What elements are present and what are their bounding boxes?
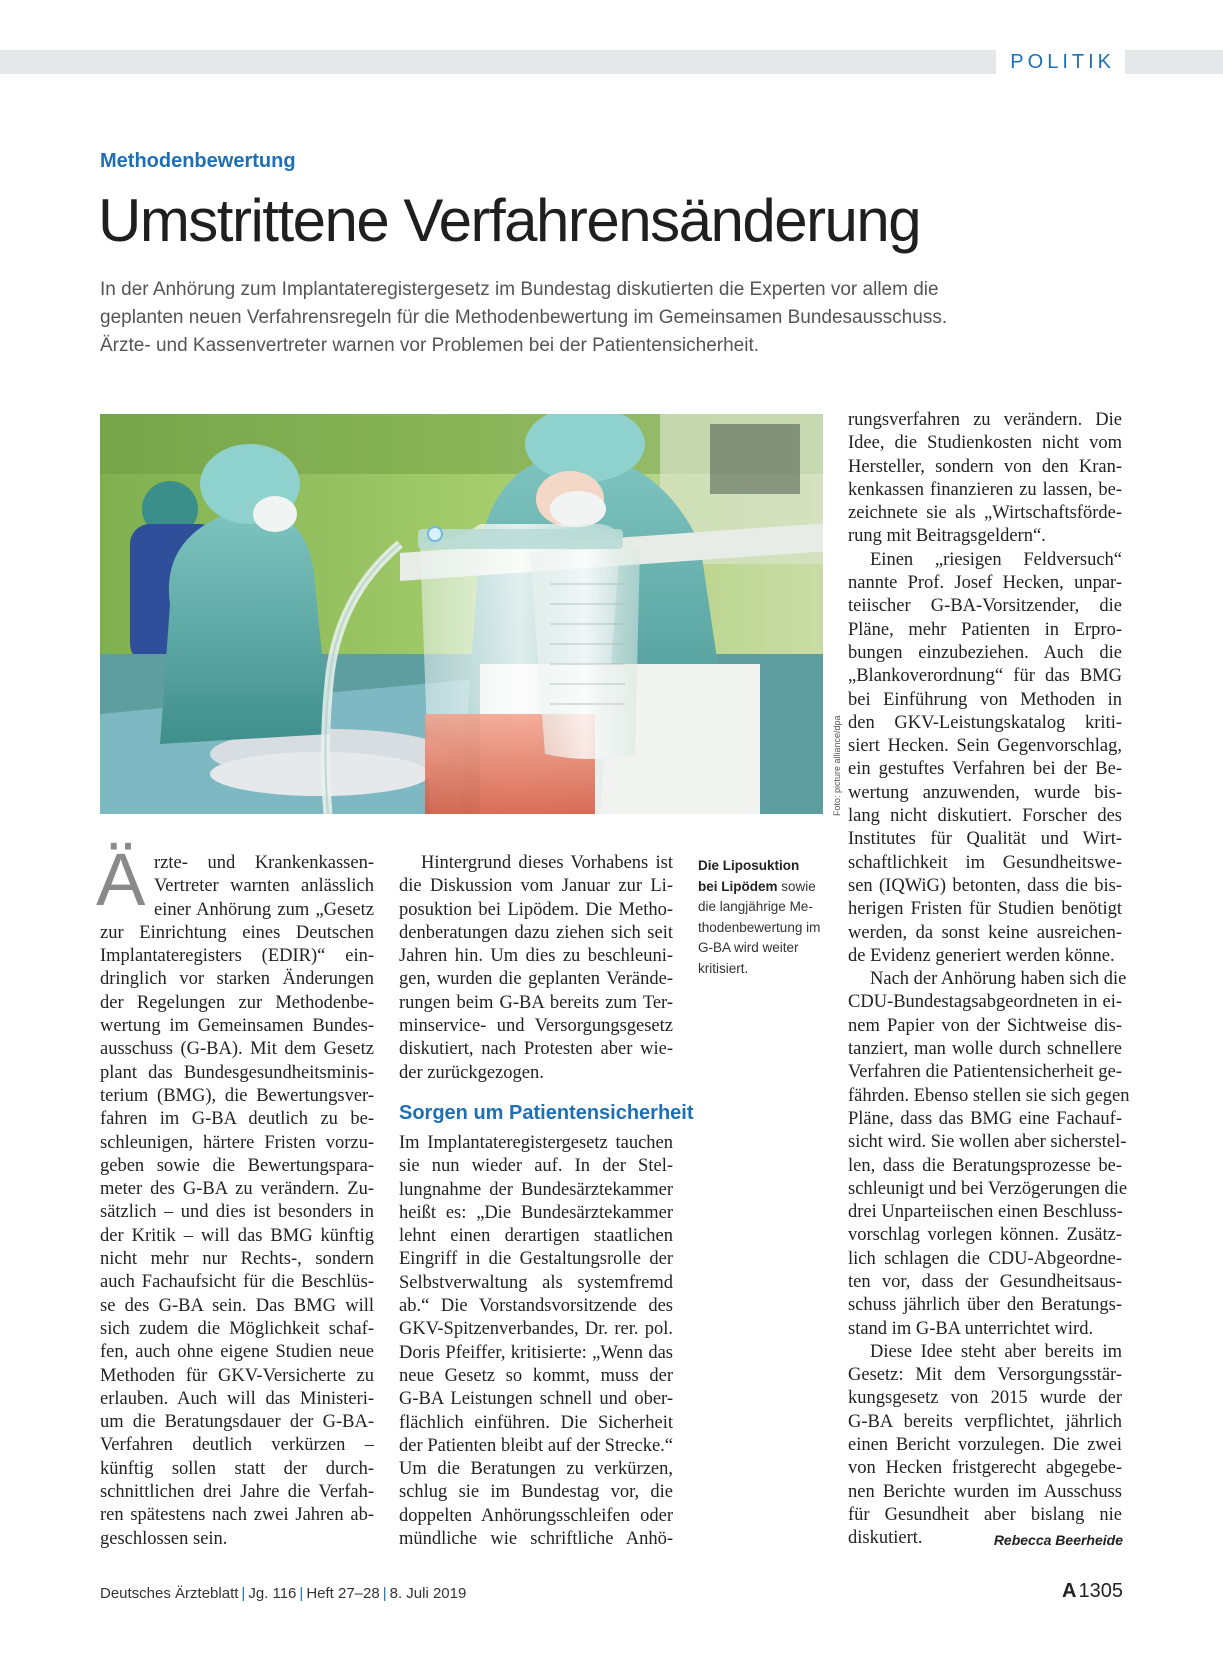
caption-line: G-BA wird weiter	[698, 940, 799, 955]
text-line: einer Anhörung zum „Gesetz	[154, 899, 374, 920]
text-line: kenkassen finanzieren zu lassen, be-	[848, 479, 1122, 500]
text-line: ein gestuftes Verfahren bei der Be-	[848, 759, 1122, 780]
author-name: Rebecca Beerheide	[993, 1532, 1123, 1548]
text-line: schuss jährlich über den Beratungs-	[848, 1295, 1122, 1316]
text-line: schleunigen, härtere Fristen vorzu-	[100, 1132, 374, 1153]
text-line: rung mit Beitragsgeldern“.	[848, 526, 1046, 547]
text-line: mündliche wie schriftliche Anhö-	[399, 1529, 673, 1550]
text-line: kungsgesetz von 2015 wurde der	[848, 1388, 1122, 1409]
text-line: Vertreter warnten anlässlich	[154, 876, 374, 897]
article-column-3	[848, 409, 1130, 1551]
caption-text: sowie	[777, 878, 816, 894]
text-line: „Blankoverordnung“ für das BMG	[848, 666, 1122, 687]
text-line: den GKV-Leistungskatalog kriti-	[848, 712, 1122, 733]
text-line: der zurückgezogen.	[399, 1062, 544, 1083]
photo-caption	[698, 856, 828, 979]
text-line: schaftlichkeit im Gesundheitswe-	[848, 852, 1122, 873]
text-line: vorschlag vorlegen können. Zusätz-	[848, 1225, 1122, 1246]
text-line: neue Gesetz so kommt, muss der	[399, 1365, 673, 1386]
page-number-value: 1305	[1078, 1580, 1123, 1602]
text-line: der Regelungen zur Methodenbe-	[100, 992, 374, 1013]
text-line: sie nun wieder auf. In der Stel-	[399, 1156, 673, 1177]
text-line: flächlich einführen. Die Sicherheit	[399, 1412, 673, 1433]
text-line: sen (IQWiG) betonten, dass die bis-	[848, 875, 1122, 896]
text-line: erlauben. Auch will das Ministeri-	[100, 1388, 374, 1409]
text-line: sätzlich – und dies ist besonders in	[100, 1202, 374, 1223]
text-line: Methoden für GKV-Versicherte zu	[100, 1365, 374, 1386]
text-line: G-BA bereits verpflichtet, jährlich	[848, 1411, 1122, 1432]
text-line: drei Unparteiischen einen Beschluss-	[848, 1202, 1123, 1223]
article-kicker: Methodenbewertung	[100, 150, 296, 172]
lead-line: geplanten neuen Verfahrensregeln für die Methodenbewertung im Gemeinsamen Bundesausschuss.	[100, 307, 948, 328]
text-line: Im Implantateregistergesetz tauchen	[399, 1132, 673, 1153]
text-line: Doris Pfeiffer, kritisierte: „Wenn das	[399, 1342, 673, 1363]
text-line: teiischer G-BA-Vorsitzender, die	[848, 596, 1122, 617]
drop-cap: Ä	[96, 838, 146, 921]
text-line: ausschuss (G-BA). Mit dem Gesetz	[100, 1039, 374, 1060]
text-line: Implantateregisters (EDIR)“ ein-	[100, 946, 374, 967]
text-line: fen, auch ohne eigene Studien neue	[100, 1342, 374, 1363]
lead-line: Ärzte- und Kassenvertreter warnen vor Problemen bei der Patientensicherheit.	[100, 335, 760, 356]
section-label: POLITIK	[996, 50, 1125, 74]
text-line: schleunigt und bei Verzögerungen die	[848, 1178, 1128, 1199]
text-line: fahren im G-BA deutlich zu be-	[100, 1109, 374, 1130]
text-line: GKV-Spitzenverbandes, Dr. rer. pol.	[399, 1319, 673, 1340]
caption-line: thodenbewertung im	[698, 919, 821, 935]
text-line: geschlossen sein.	[100, 1528, 228, 1549]
footer-separator: |	[241, 1585, 246, 1602]
text-line: nannte Prof. Josef Hecken, unpar-	[848, 573, 1122, 594]
text-line: terium (BMG), die Bewertungsver-	[100, 1085, 374, 1106]
text-line: rzte- und Krankenkassen-	[154, 853, 374, 873]
text-line: ren spätestens nach zwei Jahren ab-	[100, 1505, 374, 1526]
section-subhead: Sorgen um Patientensicherheit	[399, 1101, 694, 1124]
text-line: doppelten Anhörungsschleifen oder	[399, 1505, 673, 1526]
text-line: schnittlichen drei Jahre die Verfah-	[100, 1482, 374, 1503]
text-line: der Kritik – will das BMG künftig	[100, 1225, 374, 1246]
text-line: Pläne, dass das BMG eine Fachauf-	[848, 1108, 1122, 1129]
text-line: herigen Fristen für Studien benötigt	[848, 899, 1122, 920]
text-line: künftig sollen statt der durch-	[100, 1458, 374, 1479]
photo-credit	[826, 715, 842, 816]
text-line: nen Berichte wurden im Ausschuss	[848, 1481, 1122, 1502]
text-line: Gesetz: Mit dem Versorgungsstär-	[848, 1365, 1122, 1386]
text-line: plant das Bundesgesundheitsminis-	[100, 1062, 374, 1083]
text-line: bungen einzubeziehen. Auch die	[848, 642, 1122, 663]
photo-credit-text: Foto: picture alliance/dpa	[832, 715, 842, 816]
volume: Jg. 116	[248, 1585, 297, 1602]
text-line: Diese Idee steht aber bereits im	[870, 1341, 1122, 1362]
text-line: Nach der Anhörung haben sich die	[870, 969, 1127, 990]
text-line: Hintergrund dieses Vorhabens ist	[421, 853, 673, 873]
text-line: schlug sie im Bundestag vor, die	[399, 1482, 673, 1503]
text-line: Einen „riesigen Feldversuch“	[870, 549, 1122, 570]
text-line: tanziert, man wolle durch schnellere	[848, 1039, 1122, 1060]
text-line: einen Bericht vorzulegen. Die zwei	[848, 1435, 1122, 1456]
text-line: de Evidenz generiert werden könne.	[848, 945, 1115, 966]
text-line: Um die Beratungen zu verkürzen,	[399, 1459, 673, 1480]
article-headline: Umstrittene Verfahrensänderung	[98, 187, 921, 254]
text-line: rungen beim G-BA bereits zum Ter-	[399, 992, 673, 1013]
text-line: minservice- und Versorgungsgesetz	[399, 1016, 673, 1037]
text-line: nicht mehr nur Rechts-, sondern	[100, 1249, 374, 1270]
text-line: sicht wird. Sie wollen aber sicherstel-	[848, 1132, 1127, 1153]
page-prefix: A	[1062, 1580, 1077, 1602]
lead-line: In der Anhörung zum Implantateregistergesetz im Bundestag diskutierten die Experten vor allem die	[100, 279, 939, 300]
text-line: Idee, die Studienkosten nicht vom	[848, 433, 1122, 454]
text-line: stand im G-BA unterrichtet wird.	[848, 1318, 1094, 1339]
text-line: werden, da sonst keine ausreichen-	[848, 922, 1122, 943]
text-line: wertung im Gemeinsamen Bundes-	[100, 1016, 374, 1037]
text-line: Verfahren die Patientensicherheit ge-	[848, 1062, 1122, 1083]
text-line: der Patienten bleibt auf der Strecke.“	[399, 1435, 673, 1456]
text-line: um die Beratungsdauer der G-BA-	[100, 1412, 374, 1433]
page-number	[1062, 1580, 1123, 1603]
footer-separator: |	[382, 1585, 387, 1602]
text-line: zur Einrichtung eines Deutschen	[100, 922, 374, 943]
text-line: denberatungen dazu ziehen sich seit	[399, 922, 673, 943]
issue: Heft 27–28	[306, 1585, 380, 1602]
text-line: wertung anzuwenden, wurde bis-	[848, 782, 1122, 803]
text-line: Verfahren deutlich verkürzen –	[100, 1435, 374, 1456]
issue-date: 8. Juli 2019	[389, 1585, 467, 1602]
article-lead	[100, 276, 1000, 360]
text-line: dringlich vor starken Änderungen	[100, 969, 374, 990]
text-line: siert Hecken. Sein Gegenvorschlag,	[848, 736, 1122, 757]
text-line: Selbstverwaltung als systemfremd	[399, 1272, 673, 1293]
text-line: Pläne, mehr Patienten in Erpro-	[848, 619, 1122, 640]
text-line: ab.“ Die Vorstandsvorsitzende des	[399, 1296, 673, 1317]
article-photo	[100, 414, 823, 814]
text-line: rungsverfahren zu verändern. Die	[848, 410, 1122, 430]
page-footer	[100, 1585, 466, 1602]
text-line: Hersteller, sondern von den Kran-	[848, 456, 1122, 477]
text-line: Jahren hin. Um dies zu beschleuni-	[399, 946, 673, 967]
text-line: von Hecken fristgerecht abgegebe-	[848, 1458, 1122, 1479]
text-line: sich zudem die Möglichkeit schaf-	[100, 1318, 374, 1339]
text-line: lungnahme der Bundesärztekammer	[399, 1179, 673, 1200]
text-line: heißt es: „Die Bundesärztekammer	[399, 1202, 673, 1223]
caption-bold-line: bei Lipödem	[698, 878, 778, 894]
text-line: Eingriff in die Gestaltungsrolle der	[399, 1249, 673, 1270]
text-line: G-BA Leistungen schnell und ober-	[399, 1389, 673, 1410]
text-line: die Diskussion vom Januar zur Li-	[399, 876, 673, 897]
text-line: zeichnete sie als „Wirtschaftsförde-	[848, 503, 1122, 524]
publication-name: Deutsches Ärzteblatt	[100, 1585, 239, 1602]
caption-line: kritisiert.	[698, 960, 749, 976]
article-column-1	[100, 852, 374, 1551]
caption-line: die langjährige Me-	[698, 899, 813, 914]
text-line: nem Papier von der Sichtweise dis-	[848, 1015, 1122, 1036]
text-line: geben sowie die Bewertungspara-	[100, 1155, 374, 1176]
text-line: auch Fachaufsicht für die Beschlüs-	[100, 1272, 374, 1293]
text-line: posuktion bei Lipödem. Die Metho-	[399, 899, 673, 920]
text-line: Institutes für Qualität und Wirt-	[848, 829, 1122, 850]
footer-separator: |	[299, 1585, 304, 1602]
text-line: gen, wurden die geplanten Verände-	[399, 969, 673, 990]
text-line: fährden. Ebenso stellen sie sich gegen	[848, 1085, 1130, 1106]
operating-room-photo	[100, 414, 823, 814]
caption-bold-line: Die Liposuktion	[698, 858, 800, 873]
text-line: ten vor, dass der Gesundheitsaus-	[848, 1271, 1122, 1292]
text-line: CDU-Bundestagsabgeordneten in ei-	[848, 992, 1122, 1013]
text-line: diskutiert, nach Protesten aber wie-	[399, 1039, 673, 1060]
text-line: bei Einführung von Methoden in	[848, 689, 1122, 710]
text-line: diskutiert.	[848, 1528, 923, 1549]
text-line: len, dass die Beratungsprozesse be-	[848, 1155, 1122, 1176]
text-line: lehnt einen derartigen staatlichen	[399, 1226, 673, 1247]
text-line: lich schlagen die CDU-Abgeordne-	[848, 1248, 1122, 1269]
text-line: se des G-BA sein. Das BMG will	[100, 1295, 374, 1316]
article-column-2	[399, 852, 694, 1551]
text-line: lang nicht diskutiert. Forscher des	[848, 806, 1122, 827]
text-line: meter des G-BA zu verändern. Zu-	[100, 1179, 374, 1200]
text-line: für Gesundheit aber bislang nie	[848, 1504, 1122, 1525]
